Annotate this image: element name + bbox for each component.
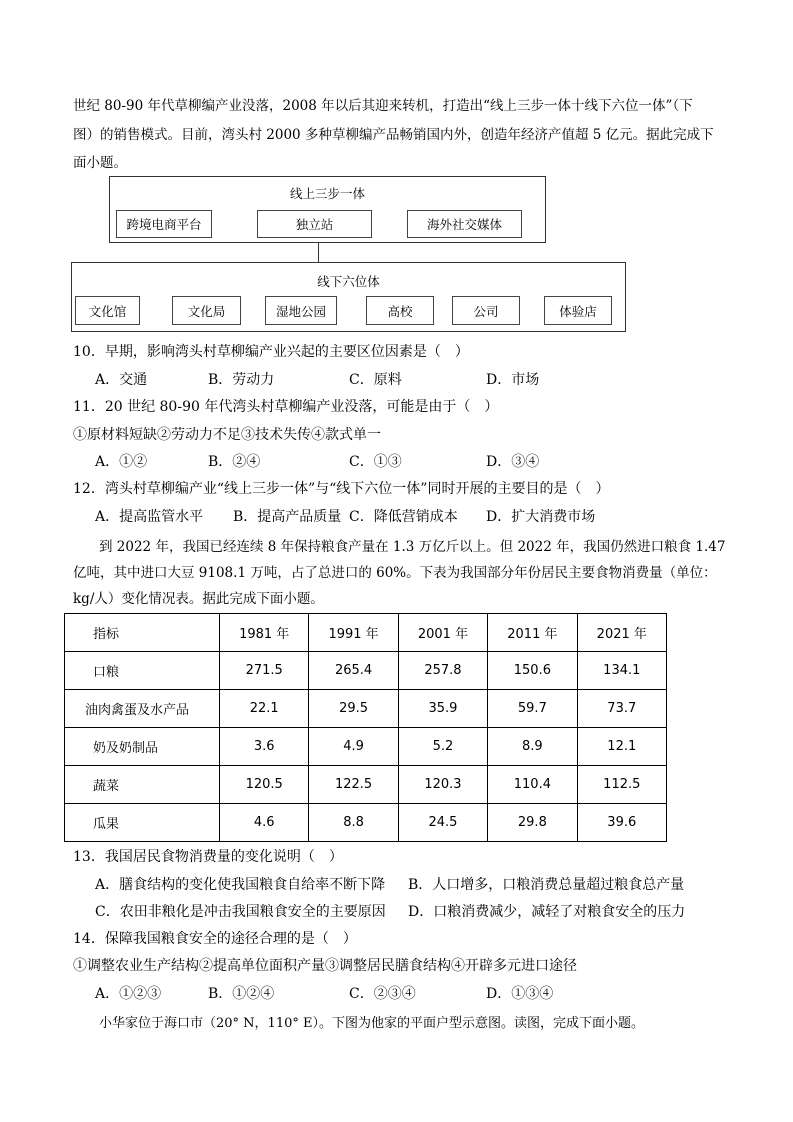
table-cell: 5.2 [398, 728, 487, 766]
q12-option-c[interactable]: C．降低营销成本 [349, 509, 458, 525]
table-cell: 8.9 [488, 728, 577, 766]
offline-item-culture-hall: 文化馆 [75, 296, 140, 325]
table-header: 2001 年 [398, 614, 487, 652]
table-cell: 3.6 [220, 728, 309, 766]
q14-option-d[interactable]: D．①③④ [486, 986, 554, 1002]
q13-option-a[interactable]: A．膳食结构的变化使我国粮食自给率不断下降 [95, 877, 386, 893]
table-cell: 蔬菜 [65, 766, 220, 804]
table-header: 指标 [65, 614, 220, 652]
table-header: 1991 年 [309, 614, 398, 652]
q14-option-a[interactable]: A．①②③ [95, 986, 162, 1002]
table-cell: 39.6 [577, 804, 666, 842]
table-cell: 59.7 [488, 690, 577, 728]
table-cell: 瓜果 [65, 804, 220, 842]
diagram-connector [318, 243, 319, 262]
offline-title: 线下六位体 [317, 274, 380, 289]
q12-stem: 12．湾头村草柳编产业“线上三步一体”与“线下六位一体”同时开展的主要目的是（ ） [73, 481, 610, 497]
table-cell: 134.1 [577, 652, 666, 690]
table-row [65, 766, 667, 804]
q10-option-a[interactable]: A．交通 [95, 372, 148, 388]
table-cell: 24.5 [398, 804, 487, 842]
table-row [65, 804, 667, 842]
offline-item-culture-bureau: 文化局 [172, 296, 241, 325]
q11-choices: ①原材料短缺②劳动力不足③技术失传④款式单一 [73, 427, 381, 443]
table-header-row [65, 614, 667, 652]
intro3-line: 小华家位于海口市（20° N，110° E）。下图为他家的平面户型示意图。读图，完成下面小题。 [99, 1016, 644, 1031]
q12-option-b[interactable]: B．提高产品质量 [233, 509, 342, 525]
table-cell: 120.3 [398, 766, 487, 804]
table-cell: 73.7 [577, 690, 666, 728]
intro-line-2: 图）的销售模式。目前，湾头村 2000 多种草柳编产品畅销国内外，创造年经济产值超 5 亿元。据此完成下 [73, 127, 714, 143]
q14-stem: 14．保障我国粮食安全的途径合理的是（ ） [73, 931, 357, 947]
table-header: 1981 年 [220, 614, 309, 652]
table-cell: 8.8 [309, 804, 398, 842]
table-header: 2021 年 [577, 614, 666, 652]
online-item-independent-site: 独立站 [257, 210, 372, 238]
offline-item-university: 高校 [366, 296, 434, 325]
table-cell: 口粮 [65, 652, 220, 690]
table-cell: 4.6 [220, 804, 309, 842]
table-cell: 110.4 [488, 766, 577, 804]
intro2-line-1: 到 2022 年，我国已经连续 8 年保持粮食产量在 1.3 万亿斤以上。但 2022 年，我国仍然进口粮食 1.47 [99, 539, 726, 555]
q11-option-d[interactable]: D．③④ [486, 454, 540, 470]
intro2-line-3: kg/人）变化情况表。据此完成下面小题。 [73, 591, 324, 607]
online-item-social-media: 海外社交媒体 [407, 210, 522, 238]
q11-option-a[interactable]: A．①② [95, 454, 148, 470]
offline-item-company: 公司 [452, 296, 520, 325]
intro2-line-2: 亿吨，其中进口大豆 9108.1 万吨，占了总进口的 60%。下表为我国部分年份居民主要食物消费量（单位： [73, 565, 717, 581]
table-row [65, 652, 667, 690]
offline-item-wetland-park: 湿地公园 [265, 296, 337, 325]
offline-box [71, 262, 626, 332]
q10-option-b[interactable]: B．劳动力 [208, 372, 275, 388]
table-header: 2011 年 [488, 614, 577, 652]
table-cell: 4.9 [309, 728, 398, 766]
q10-option-d[interactable]: D．市场 [486, 372, 540, 388]
table-cell: 22.1 [220, 690, 309, 728]
intro-line-3: 面小题。 [73, 155, 127, 171]
table-cell: 120.5 [220, 766, 309, 804]
q11-option-c[interactable]: C．①③ [349, 454, 402, 470]
table-cell: 奶及奶制品 [65, 728, 220, 766]
q11-option-b[interactable]: B．②④ [208, 454, 261, 470]
online-item-cross-border: 跨境电商平台 [116, 210, 212, 238]
q10-stem: 10．早期，影响湾头村草柳编产业兴起的主要区位因素是（ ） [73, 344, 469, 360]
table-cell: 112.5 [577, 766, 666, 804]
table-cell: 油肉禽蛋及水产品 [65, 690, 220, 728]
q13-option-b[interactable]: B．人口增多，口粮消费总量超过粮食总产量 [408, 877, 685, 893]
q12-option-d[interactable]: D．扩大消费市场 [486, 509, 596, 525]
q14-option-b[interactable]: B．①②④ [208, 986, 275, 1002]
table-cell: 35.9 [398, 690, 487, 728]
q13-option-c[interactable]: C．农田非粮化是冲击我国粮食安全的主要原因 [95, 904, 386, 920]
food-consumption-table [64, 613, 667, 842]
table-cell: 29.5 [309, 690, 398, 728]
table-cell: 265.4 [309, 652, 398, 690]
q14-option-c[interactable]: C．②③④ [349, 986, 416, 1002]
q11-stem: 11．20 世纪 80-90 年代湾头村草柳编产业没落，可能是由于（ ） [73, 399, 499, 415]
table-cell: 150.6 [488, 652, 577, 690]
q14-choices: ①调整农业生产结构②提高单位面积产量③调整居民膳食结构④开辟多元进口途径 [73, 958, 577, 974]
q13-stem: 13．我国居民食物消费量的变化说明（ ） [73, 849, 343, 865]
offline-item-experience-store: 体验店 [544, 296, 612, 325]
table-cell: 271.5 [220, 652, 309, 690]
online-title: 线上三步一体 [289, 186, 365, 201]
q10-option-c[interactable]: C．原料 [349, 372, 402, 388]
table-row [65, 728, 667, 766]
table-cell: 29.8 [488, 804, 577, 842]
intro-line-1: 世纪 80-90 年代草柳编产业没落，2008 年以后其迎来转机，打造出“线上三步一体十线下六位一体”（下 [73, 98, 693, 114]
q13-option-d[interactable]: D．口粮消费减少，减轻了对粮食安全的压力 [408, 904, 686, 920]
q12-option-a[interactable]: A．提高监管水平 [95, 509, 204, 525]
table-cell: 257.8 [398, 652, 487, 690]
table-cell: 122.5 [309, 766, 398, 804]
table-cell: 12.1 [577, 728, 666, 766]
table-row [65, 690, 667, 728]
